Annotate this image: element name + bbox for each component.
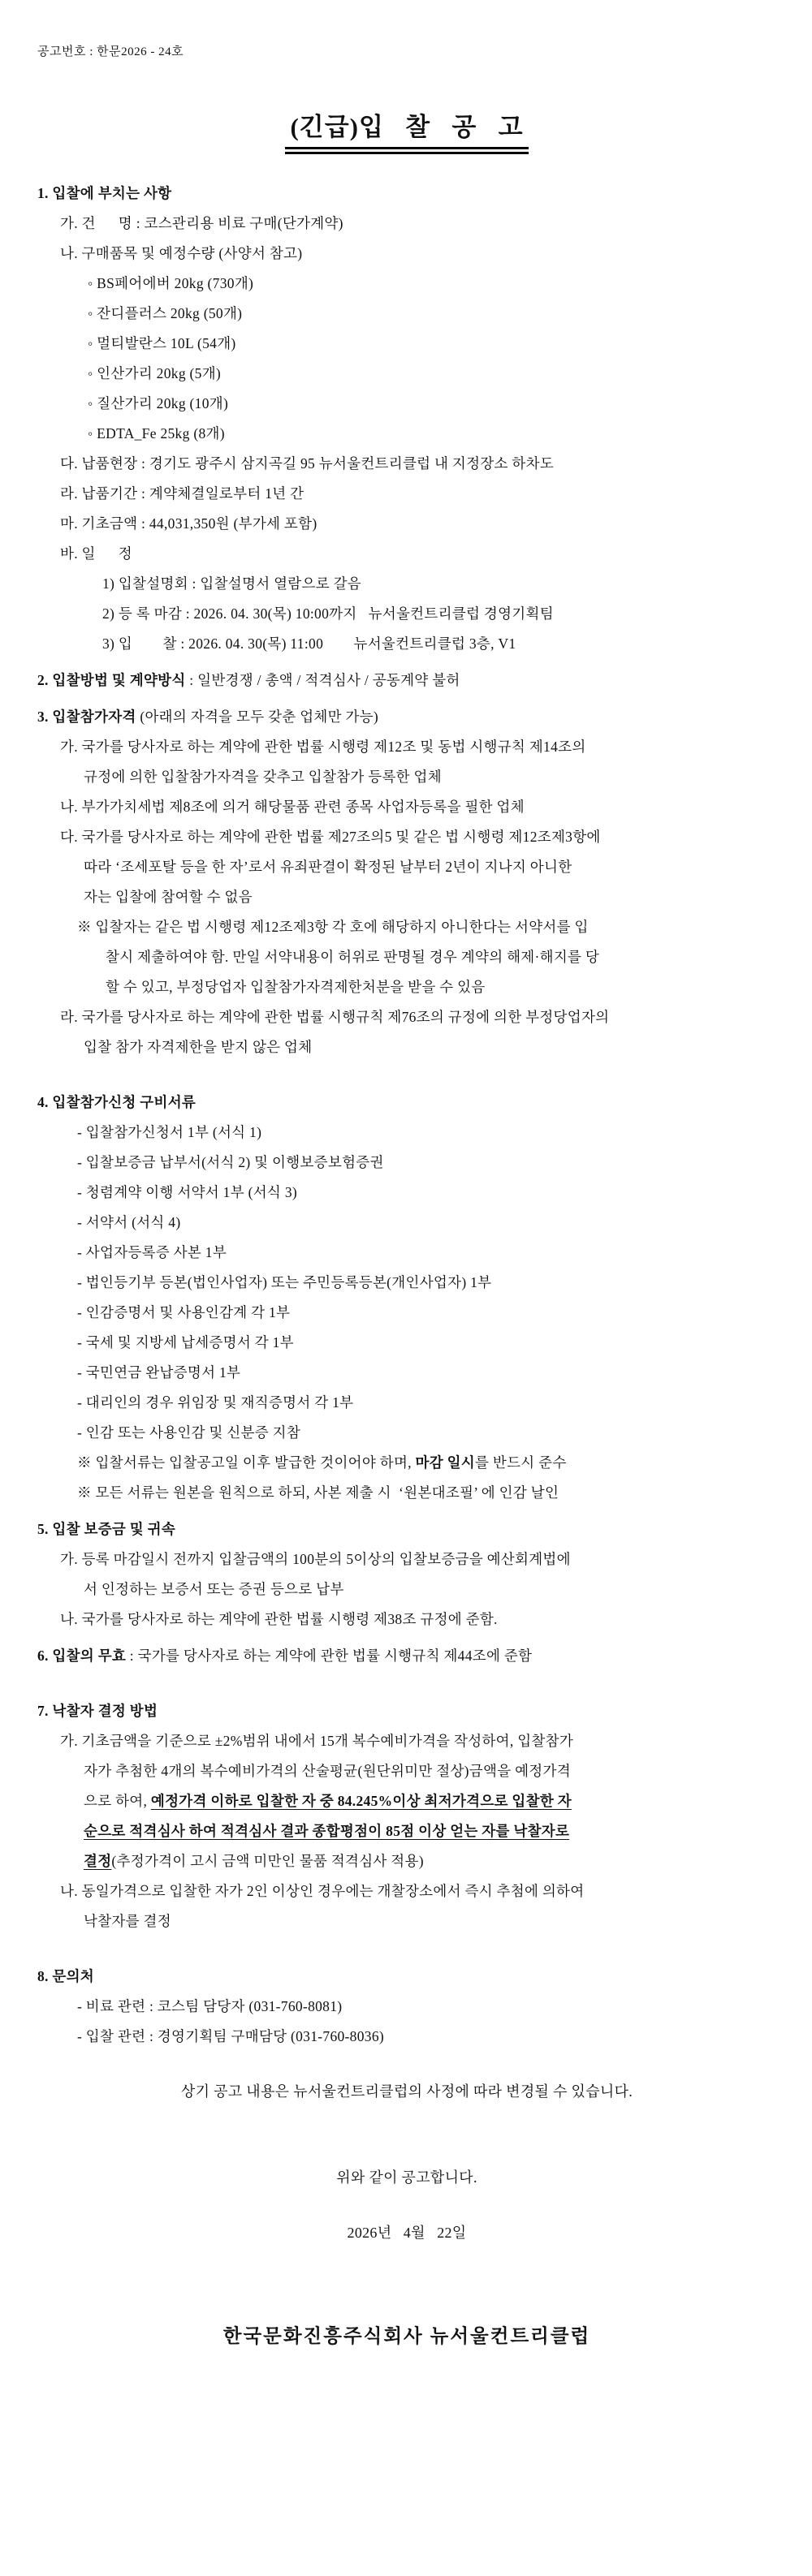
product-item (88, 394, 776, 413)
list-item (60, 544, 776, 563)
list-item (60, 514, 776, 533)
document-item (77, 1303, 776, 1322)
document-item (77, 1273, 776, 1292)
title-row (37, 106, 776, 154)
product-item-text: ◦ 멀티발란스 10L (54개) (88, 335, 236, 351)
list-item (60, 1609, 776, 1629)
document-item-text: - 청렴계약 이행 서약서 1부 (서식 3) (77, 1184, 297, 1200)
continuation-line (84, 1037, 776, 1057)
product-item-text: ◦ 질산가리 20kg (10개) (88, 395, 229, 411)
document-item-text: - 국세 및 지방세 납세증명서 각 1부 (77, 1334, 294, 1350)
product-item (88, 424, 776, 443)
note-line (77, 1483, 776, 1502)
list-item-text: 다. 납품현장 : 경기도 광주시 삼지곡길 95 뉴서울컨트리클럽 내 지정장소 하차도 (60, 455, 555, 472)
list-item-text: 라. 국가를 당사자로 하는 계약에 관한 법률 시행규칙 제76조의 규정에 의한 부정당업자의 (60, 1009, 610, 1025)
list-item-text: 바. 일 정 (60, 545, 133, 562)
continuation-line (84, 1851, 776, 1871)
list-item (60, 737, 776, 756)
section-heading-text: 7. 낙찰자 결정 방법 (37, 1703, 158, 1719)
document-item-text: - 서약서 (서식 4) (77, 1214, 181, 1230)
section-heading-text: 3. 입찰참가자격 (37, 709, 136, 725)
note-line-text: ※ 입찰자는 같은 법 시행령 제12조제3항 각 호에 해당하지 아니한다는 서약서를 입 (77, 919, 589, 935)
document-item-text: - 사업자등록증 사본 1부 (77, 1244, 227, 1260)
list-item (60, 484, 776, 503)
list-item (60, 1731, 776, 1751)
continuation-line (84, 1911, 776, 1931)
document-item (77, 1213, 776, 1232)
schedule-item (102, 634, 776, 653)
product-item-text: ◦ EDTA_Fe 25kg (8개) (88, 425, 225, 442)
list-item-text: 가. 등록 마감일시 전까지 입찰금액의 100분의 5이상의 입찰보증금을 예산회계법에 (60, 1551, 571, 1567)
list-item-text: 다. 국가를 당사자로 하는 계약에 관한 법률 제27조의5 및 같은 법 시행령 제12조제3항에 (60, 829, 601, 845)
note-line-text: ※ 모든 서류는 원본을 원칙으로 하되, 사본 제출 시 ‘원본대조필’ 에 인감 날인 (77, 1484, 559, 1501)
document-item (77, 1393, 776, 1412)
footer-text (37, 2082, 776, 2101)
section-heading (37, 1092, 776, 1112)
list-item (60, 213, 776, 233)
document-item (77, 1423, 776, 1442)
section-heading-text: 4. 입찰참가신청 구비서류 (37, 1094, 197, 1110)
schedule-item-text: 2) 등 록 마감 : 2026. 04. 30(목) 10:00까지 뉴서울컨트리클럽 경영기획팀 (102, 605, 554, 622)
list-item (60, 797, 776, 816)
footer-text-text: 위와 같이 공고합니다. (336, 2169, 477, 2186)
footer-text (37, 2168, 776, 2187)
list-item-text: 나. 부가가치세법 제8조에 의거 해당물품 관련 종목 사업자등록을 필한 업체 (60, 799, 525, 815)
document-item-text: - 법인등기부 등본(법인사업자) 또는 주민등록등본(개인사업자) 1부 (77, 1274, 492, 1290)
schedule-item-text: 1) 입찰설명회 : 입찰설명서 열람으로 갈음 (102, 575, 361, 592)
continuation-line-text: 결정 (84, 1853, 112, 1869)
notice-number: 공고번호 : 한문2026 - 24호 (37, 45, 184, 58)
list-item-text: 나. 국가를 당사자로 하는 계약에 관한 법률 시행령 제38조 규정에 준함. (60, 1611, 498, 1627)
document-item (77, 1182, 776, 1202)
section-heading-text: : 일반경쟁 / 총액 / 적격심사 / 공동계약 불허 (185, 672, 460, 688)
list-item-text: 라. 납품기간 : 계약체결일로부터 1년 간 (60, 485, 304, 502)
section-heading (37, 1701, 776, 1721)
product-item-text: ◦ 잔디플러스 20kg (50개) (88, 305, 243, 321)
list-item (60, 1881, 776, 1901)
section-heading-text: (아래의 자격을 모두 갖춘 업체만 가능) (136, 709, 379, 725)
list-item (60, 243, 776, 263)
section-heading (37, 183, 776, 203)
note-continuation-text: 찰시 제출하여야 함. 만일 서약내용이 허위로 판명될 경우 계약의 해제·해지를 당 (106, 949, 600, 965)
page-title: (긴급)입 찰 공 고 (285, 106, 528, 154)
document-item-text: - 비료 관련 : 코스팀 담당자 (031-760-8081) (77, 1998, 343, 2014)
list-item-text: 나. 구매품목 및 예정수량 (사양서 참고) (60, 245, 303, 261)
section-heading (37, 707, 776, 726)
continuation-line-text: 따라 ‘조세포탈 등을 한 자’로서 유죄판결이 확정된 날부터 2년이 지나지 아니한 (84, 859, 572, 875)
document-item (77, 1997, 776, 2016)
continuation-line (84, 1791, 776, 1811)
continuation-line-text: 예정가격 이하로 입찰한 자 중 84.245%이상 최저가격으로 입찰한 자 (150, 1793, 572, 1809)
list-item-text: 마. 기초금액 : 44,031,350원 (부가세 포함) (60, 515, 317, 532)
continuation-line-text: 입찰 참가 자격제한을 받지 않은 업체 (84, 1039, 313, 1055)
continuation-line (84, 857, 776, 877)
continuation-line (84, 1821, 776, 1841)
note-continuation (106, 947, 776, 967)
continuation-line (84, 887, 776, 907)
continuation-line-text: 자가 추첨한 4개의 복수예비가격의 산술평균(원단위미만 절상)금액을 예정가격 (84, 1763, 571, 1779)
schedule-item-text: 3) 입 찰 : 2026. 04. 30(목) 11:00 뉴서울컨트리클럽 3층, V1 (102, 635, 516, 652)
section-heading (37, 1519, 776, 1539)
footer-text (37, 2223, 776, 2242)
organization-name (37, 2327, 776, 2346)
footer-text-text: 2026년 4월 22일 (347, 2225, 467, 2241)
section-heading (37, 1966, 776, 1986)
product-item (88, 304, 776, 323)
note-line-text: ※ 입찰서류는 입찰공고일 이후 발급한 것이어야 하며, (77, 1454, 416, 1471)
organization-name-text: 한국문화진흥주식회사 뉴서울컨트리클럽 (222, 2326, 591, 2347)
document-item-text: - 대리인의 경우 위임장 및 재직증명서 각 1부 (77, 1394, 354, 1411)
document-item (77, 1243, 776, 1262)
document-item-text: - 입찰참가신청서 1부 (서식 1) (77, 1124, 262, 1140)
document-item-text: - 인감증명서 및 사용인감계 각 1부 (77, 1304, 291, 1320)
document-item (77, 1122, 776, 1142)
continuation-line (84, 1579, 776, 1599)
section-heading (37, 1646, 776, 1665)
list-item (60, 1007, 776, 1027)
list-item (60, 1549, 776, 1569)
continuation-line-text: 자는 입찰에 참여할 수 없음 (84, 889, 253, 905)
document-item (77, 2027, 776, 2046)
section-heading-text: 2. 입찰방법 및 계약방식 (37, 672, 186, 688)
section-heading-text: 6. 입찰의 무효 (37, 1648, 127, 1664)
product-item (88, 364, 776, 383)
product-item-text: ◦ BS페어에버 20kg (730개) (88, 275, 254, 291)
document-item-text: - 입찰보증금 납부서(서식 2) 및 이행보증보험증권 (77, 1154, 384, 1170)
section-heading-text: 1. 입찰에 부치는 사항 (37, 185, 172, 201)
document-item (77, 1363, 776, 1382)
list-item-text: 가. 기초금액을 기준으로 ±2%범위 내에서 15개 복수예비가격을 작성하여, 입찰참가 (60, 1733, 574, 1749)
continuation-line (84, 1761, 776, 1781)
product-item (88, 274, 776, 293)
continuation-line-text: 으로 하여, (84, 1793, 151, 1809)
section-heading-text: : 국가를 당사자로 하는 계약에 관한 법률 시행규칙 제44조에 준함 (126, 1648, 533, 1664)
continuation-line-text: 낙찰자를 결정 (84, 1913, 171, 1929)
schedule-item (102, 574, 776, 593)
product-item (88, 334, 776, 353)
section-heading-text: 5. 입찰 보증금 및 귀속 (37, 1521, 176, 1537)
note-continuation (106, 977, 776, 997)
document-item-text: - 인감 또는 사용인감 및 신분증 지참 (77, 1424, 301, 1441)
list-item (60, 454, 776, 473)
schedule-item (102, 604, 776, 623)
document-item (77, 1152, 776, 1172)
continuation-line (84, 767, 776, 786)
section-heading (37, 670, 776, 690)
continuation-line-text: (추정가격이 고시 금액 미만인 물품 적격심사 적용) (111, 1853, 424, 1869)
document-item (77, 1333, 776, 1352)
section-heading-text: 8. 문의처 (37, 1968, 95, 1984)
document-item-text: - 국민연금 완납증명서 1부 (77, 1364, 241, 1381)
note-line (77, 917, 776, 937)
document-item-text: - 입찰 관련 : 경영기획팀 구매담당 (031-760-8036) (77, 2028, 385, 2044)
document-body (37, 183, 776, 2346)
list-item (60, 827, 776, 846)
list-item-text: 가. 건 명 : 코스관리용 비료 구매(단가계약) (60, 215, 343, 231)
note-line-text: 를 반드시 준수 (475, 1454, 567, 1471)
note-line (77, 1453, 776, 1472)
footer-text-text: 상기 공고 내용은 뉴서울컨트리클럽의 사정에 따라 변경될 수 있습니다. (180, 2083, 633, 2100)
continuation-line-text: 서 인정하는 보증서 또는 증권 등으로 납부 (84, 1581, 344, 1597)
note-continuation-text: 할 수 있고, 부정당업자 입찰참가자격제한처분을 받을 수 있음 (106, 979, 486, 995)
note-line-text: 마감 일시 (415, 1454, 476, 1471)
continuation-line-text: 순으로 적격심사 하여 적격심사 결과 종합평점이 85점 이상 얻는 자를 낙찰자로 (84, 1823, 570, 1839)
continuation-line-text: 규정에 의한 입찰참가자격을 갖추고 입찰참가 등록한 업체 (84, 769, 442, 785)
list-item-text: 나. 동일가격으로 입찰한 자가 2인 이상인 경우에는 개찰장소에서 즉시 추첨에 의하여 (60, 1883, 585, 1899)
list-item-text: 가. 국가를 당사자로 하는 계약에 관한 법률 시행령 제12조 및 동법 시행규칙 제14조의 (60, 739, 586, 755)
product-item-text: ◦ 인산가리 20kg (5개) (88, 365, 222, 381)
